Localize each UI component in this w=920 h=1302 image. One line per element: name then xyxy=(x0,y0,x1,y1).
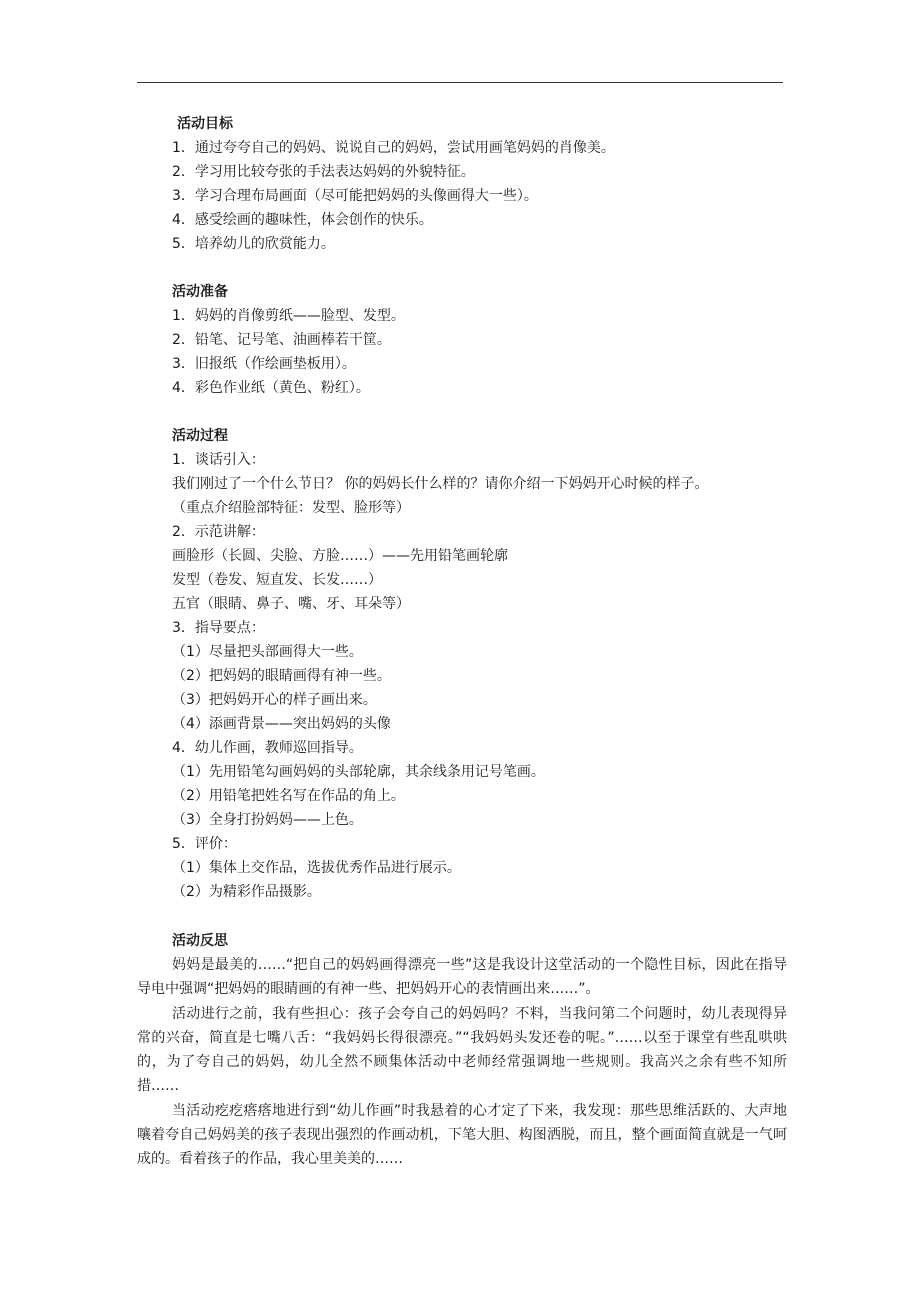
process-line: 发型（卷发、短直发、长发……） xyxy=(172,572,382,588)
header-rule xyxy=(137,82,783,83)
process-line: （1）尽量把头部画得大一些。 xyxy=(172,644,363,660)
process-line: （4）添画背景——突出妈妈的头像 xyxy=(172,716,391,732)
goal-item: 1．通过夸夸自己的妈妈、说说自己的妈妈，尝试用画笔妈妈的肖像美。 xyxy=(172,140,615,156)
prep-item: 2．铅笔、记号笔、油画棒若干筐。 xyxy=(172,332,391,348)
process-line: （2）为精彩作品摄影。 xyxy=(172,884,321,900)
process-line: 五官（眼睛、鼻子、嘴、牙、耳朵等） xyxy=(172,596,410,612)
process-line: 4．幼儿作画，教师巡回指导。 xyxy=(172,740,363,756)
prep-item: 1．妈妈的肖像剪纸——脸型、发型。 xyxy=(172,308,405,324)
prep-heading: 活动准备 xyxy=(172,284,228,300)
reflection-paragraph: 妈妈是最美的……“把自己的妈妈画得漂亮一些”这是我设计这堂活动的一个隐性目标，因此在指导导电中强调“把妈妈的眼睛画的有神一些、把妈妈开心的表情画出来……”。 xyxy=(137,957,787,997)
process-heading: 活动过程 xyxy=(172,428,228,444)
process-line: （重点介绍脸部特征：发型、脸形等） xyxy=(172,500,410,516)
process-line: 画脸形（长圆、尖脸、方脸……）——先用铅笔画轮廓 xyxy=(172,548,508,564)
process-line: （1）先用铅笔勾画妈妈的头部轮廓，其余线条用记号笔画。 xyxy=(172,764,545,780)
goal-item: 4．感受绘画的趣味性，体会创作的快乐。 xyxy=(172,212,433,228)
process-line: （2）用铅笔把姓名写在作品的角上。 xyxy=(172,788,405,804)
process-line: 5．评价： xyxy=(172,836,237,852)
process-line: （3）把妈妈开心的样子画出来。 xyxy=(172,692,377,708)
goals-heading: 活动目标 xyxy=(177,116,233,132)
reflection-heading: 活动反思 xyxy=(172,933,228,949)
reflection-paragraph: 活动进行之前，我有些担心：孩子会夸自己的妈妈吗？不料，当我问第二个问题时，幼儿表现得异常的兴奋，简直是七嘴八舌：“我妈妈长得很漂亮。”“我妈妈头发还卷的呢。”……以至于课堂有些乱哄哄的，为了夸自己的妈妈，幼儿全然不顾集体活动中老师经常强调地一些规则。我高兴之余有些不知所措…… xyxy=(137,1006,787,1094)
process-line: 我们刚过了一个什么节日？ 你的妈妈长什么样的？请你介绍一下妈妈开心时候的样子。 xyxy=(172,476,709,492)
process-line: （1）集体上交作品，选拔优秀作品进行展示。 xyxy=(172,860,461,876)
process-line: 2．示范讲解： xyxy=(172,524,265,540)
process-line: （3）全身打扮妈妈——上色。 xyxy=(172,812,363,828)
goal-item: 2．学习用比较夸张的手法表达妈妈的外貌特征。 xyxy=(172,164,475,180)
goal-item: 3．学习合理布局画面（尽可能把妈妈的头像画得大一些）。 xyxy=(172,188,538,204)
goal-item: 5．培养幼儿的欣赏能力。 xyxy=(172,236,335,252)
process-line: 1．谈话引入： xyxy=(172,452,265,468)
process-line: （2）把妈妈的眼睛画得有神一些。 xyxy=(172,668,391,684)
reflection-paragraph: 当活动疙疙瘩瘩地进行到“幼儿作画”时我悬着的心才定了下来，我发现：那些思维活跃的、大声地嚷着夸自己妈妈美的孩子表现出强烈的作画动机，下笔大胆、构图洒脱，而且，整个画面简直就是一气呵成的。看着孩子的作品，我心里美美的…… xyxy=(137,1103,787,1167)
prep-item: 4．彩色作业纸（黄色、粉红）。 xyxy=(172,380,370,396)
process-line: 3．指导要点： xyxy=(172,620,265,636)
prep-item: 3．旧报纸（作绘画垫板用）。 xyxy=(172,356,356,372)
